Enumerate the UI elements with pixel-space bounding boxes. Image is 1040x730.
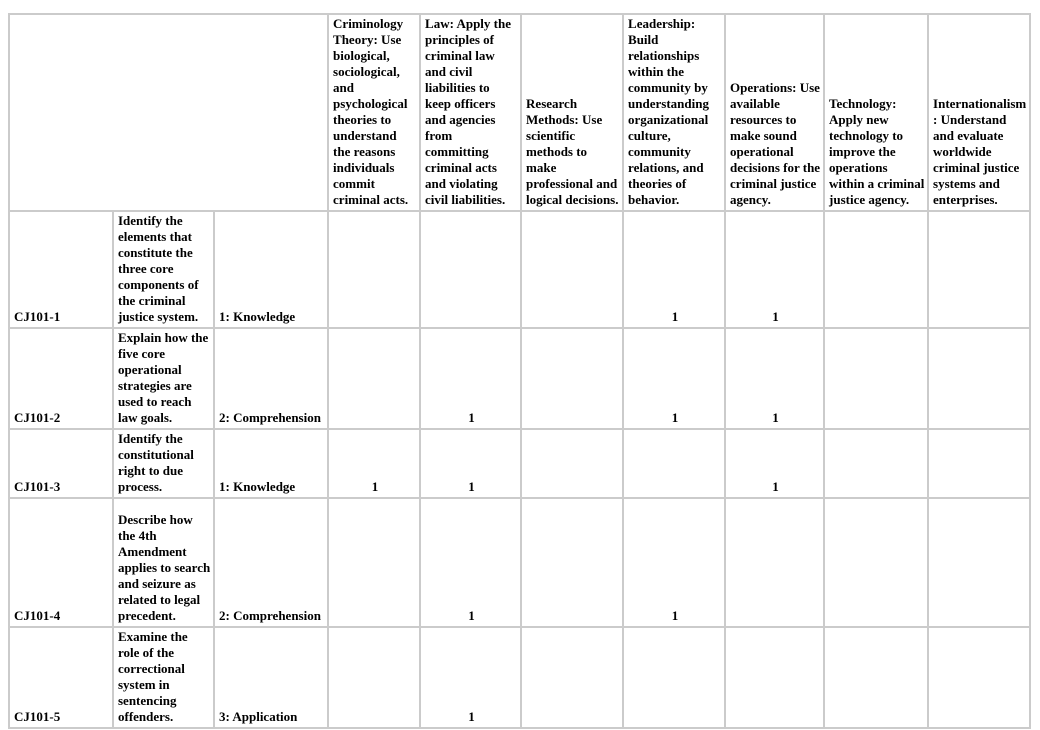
header-criminology-theory[interactable]: Criminology Theory: Use biological, sociological, and psychological theories to understand the reasons individuals commit criminal acts. — [328, 14, 420, 211]
mapping-value-cell[interactable] — [328, 498, 420, 627]
mapping-value-cell[interactable] — [824, 429, 928, 498]
header-operations[interactable]: Operations: Use available resources to make sound operational decisions for the criminal justice agency. — [725, 14, 824, 211]
mapping-value-cell[interactable] — [928, 429, 1030, 498]
curriculum-mapping-table — [8, 13, 1031, 729]
course-code-cell[interactable]: CJ101-4 — [9, 498, 113, 627]
bloom-level-cell[interactable]: 2: Comprehension — [214, 498, 328, 627]
mapping-value-cell[interactable]: 1 — [623, 498, 725, 627]
mapping-value-cell[interactable]: 1 — [328, 429, 420, 498]
course-code-cell-selected[interactable]: CJ101-5 — [9, 627, 113, 728]
mapping-value-cell[interactable] — [420, 211, 521, 328]
bloom-level-cell[interactable]: 1: Knowledge — [214, 429, 328, 498]
outcome-description-cell[interactable]: Identify the constitutional right to due process. — [113, 429, 214, 498]
table-row — [9, 498, 1030, 627]
header-technology[interactable]: Technology: Apply new technology to improve the operations within a criminal justice agency. — [824, 14, 928, 211]
mapping-value-cell[interactable] — [928, 498, 1030, 627]
header-row — [9, 14, 1030, 211]
bloom-level-cell[interactable]: 3: Application — [214, 627, 328, 728]
mapping-value-cell[interactable] — [328, 328, 420, 429]
mapping-value-cell[interactable] — [928, 627, 1030, 728]
mapping-value-cell[interactable]: 1 — [420, 328, 521, 429]
mapping-value-cell[interactable] — [725, 627, 824, 728]
course-code-cell[interactable]: CJ101-2 — [9, 328, 113, 429]
mapping-value-cell[interactable]: 1 — [420, 429, 521, 498]
header-internationalism[interactable]: Internationalism: Understand and evaluate worldwide criminal justice systems and enterprises. — [928, 14, 1030, 211]
mapping-value-cell[interactable] — [623, 627, 725, 728]
mapping-value-cell[interactable]: 1 — [420, 627, 521, 728]
mapping-value-cell[interactable] — [521, 328, 623, 429]
table-row — [9, 627, 1030, 728]
mapping-value-cell[interactable]: 1 — [725, 429, 824, 498]
course-code-cell[interactable]: CJ101-1 — [9, 211, 113, 328]
outcome-description-cell[interactable]: Identify the elements that constitute the three core components of the criminal justice system. — [113, 211, 214, 328]
table-row — [9, 328, 1030, 429]
mapping-value-cell[interactable]: 1 — [420, 498, 521, 627]
course-code-cell[interactable]: CJ101-3 — [9, 429, 113, 498]
outcome-description-cell[interactable]: Examine the role of the correctional system in sentencing offenders. — [113, 627, 214, 728]
mapping-value-cell[interactable] — [328, 627, 420, 728]
mapping-value-cell[interactable] — [928, 328, 1030, 429]
mapping-value-cell[interactable] — [623, 429, 725, 498]
corner-cell[interactable] — [9, 14, 328, 211]
table-row — [9, 429, 1030, 498]
mapping-value-cell[interactable] — [521, 211, 623, 328]
mapping-value-cell[interactable] — [725, 498, 824, 627]
mapping-value-cell[interactable] — [824, 211, 928, 328]
mapping-value-cell[interactable] — [824, 627, 928, 728]
mapping-value-cell[interactable] — [824, 328, 928, 429]
mapping-value-cell[interactable] — [521, 429, 623, 498]
bloom-level-cell[interactable]: 1: Knowledge — [214, 211, 328, 328]
outcome-description-cell[interactable]: Describe how the 4th Amendment applies to search and seizure as related to legal precedent. — [113, 498, 214, 627]
mapping-value-cell[interactable]: 1 — [623, 211, 725, 328]
mapping-value-cell[interactable] — [521, 498, 623, 627]
mapping-value-cell[interactable]: 1 — [725, 328, 824, 429]
outcome-description-cell[interactable]: Explain how the five core operational strategies are used to reach law goals. — [113, 328, 214, 429]
header-research-methods[interactable]: Research Methods: Use scientific methods to make professional and logical decisions. — [521, 14, 623, 211]
mapping-value-cell[interactable] — [824, 498, 928, 627]
mapping-value-cell[interactable]: 1 — [623, 328, 725, 429]
mapping-value-cell[interactable] — [521, 627, 623, 728]
table-row — [9, 211, 1030, 328]
bloom-level-cell[interactable]: 2: Comprehension — [214, 328, 328, 429]
mapping-value-cell[interactable]: 1 — [725, 211, 824, 328]
mapping-value-cell[interactable] — [928, 211, 1030, 328]
mapping-value-cell[interactable] — [328, 211, 420, 328]
header-law[interactable]: Law: Apply the principles of criminal law and civil liabilities to keep officers and agencies from committing criminal acts and violating civil liabilities. — [420, 14, 521, 211]
header-leadership[interactable]: Leadership: Build relationships within the community by understanding organizational culture, community relations, and theories of behavior. — [623, 14, 725, 211]
